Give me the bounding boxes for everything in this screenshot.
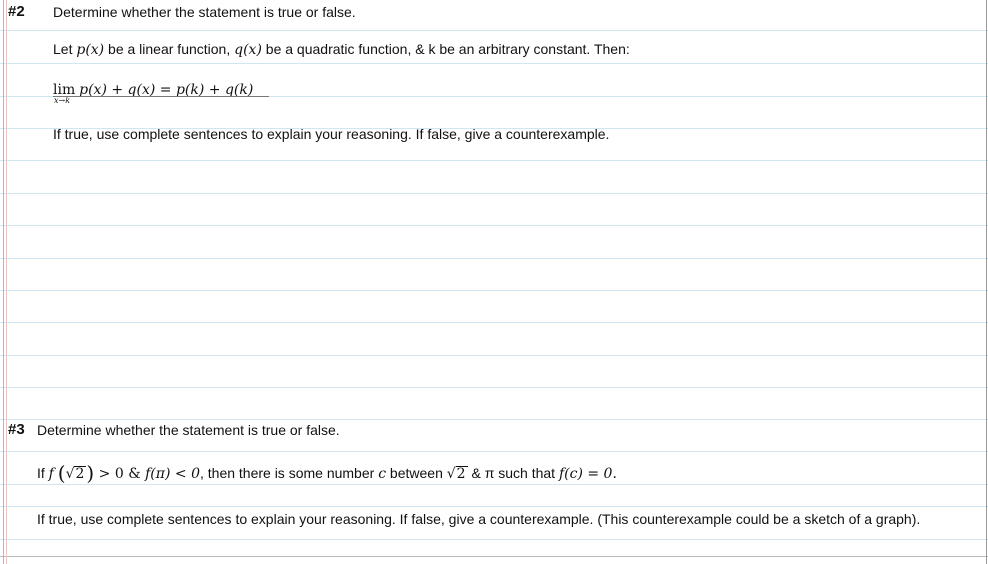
right-edge-line	[986, 0, 987, 564]
close-paren: )	[86, 461, 95, 485]
sqrt-radicand-2: 2	[456, 466, 466, 482]
problem-2-premise	[53, 41, 630, 58]
p-of-x: p(x)	[76, 42, 105, 58]
ruled-line	[0, 290, 988, 291]
premise-after-p: be a linear function,	[104, 41, 235, 57]
premise-lead: Let	[53, 41, 73, 57]
ruled-line	[0, 451, 988, 452]
stmt-if: If	[37, 465, 49, 481]
sqrt-sign-2: √	[446, 466, 456, 482]
ruled-line	[0, 258, 988, 259]
sqrt-sign: √	[65, 466, 75, 482]
ruled-line	[0, 160, 988, 161]
limit-subscript: x→k	[54, 96, 71, 105]
ruled-line	[0, 30, 988, 31]
stmt-amp-pi: & π such that	[467, 465, 559, 481]
f-symbol: f	[48, 466, 54, 482]
conclusion: f(c) = 0.	[558, 466, 617, 482]
stmt-between: between	[386, 465, 447, 481]
problem-3-directions: If true, use complete sentences to explain your reasoning. If false, give a counterexample. (This counterexample could be a sketch of a graph).	[37, 511, 921, 527]
ruled-line	[0, 387, 988, 388]
ruled-line	[0, 506, 988, 507]
ruled-line	[0, 539, 988, 540]
problem-2-instruction: Determine whether the statement is true or false.	[53, 4, 356, 20]
ruled-line	[0, 556, 988, 557]
lim-operator: lim	[53, 82, 76, 98]
problem-2-label: #2	[8, 3, 25, 20]
ruled-line	[0, 419, 988, 420]
condition-1: > 0 &	[94, 466, 146, 482]
problem-2-directions: If true, use complete sentences to explain your reasoning. If false, give a counterexample.	[53, 126, 610, 142]
ruled-line	[0, 484, 988, 485]
f-of-pi: f(π) < 0	[145, 466, 200, 482]
ruled-line	[0, 225, 988, 226]
limit-expression: p(x) + q(x) = p(k) + q(k)	[79, 82, 254, 98]
sqrt-radicand: 2	[75, 466, 85, 482]
answer-underline	[53, 96, 269, 97]
margin-line	[6, 0, 7, 564]
ruled-line	[0, 193, 988, 194]
margin-line	[3, 0, 4, 564]
ruled-line	[0, 322, 988, 323]
q-of-x: q(x)	[234, 42, 262, 58]
problem-3-instruction: Determine whether the statement is true or false.	[37, 422, 340, 438]
ruled-line	[0, 355, 988, 356]
premise-after-q: be a quadratic function, & k be an arbitrary constant. Then:	[261, 41, 630, 57]
problem-3-statement	[37, 461, 617, 485]
ruled-line	[0, 63, 988, 64]
problem-3-label: #3	[8, 421, 25, 438]
stmt-then: , then there is some number	[199, 465, 379, 481]
c-symbol: c	[378, 466, 387, 482]
open-paren: (	[57, 461, 66, 485]
